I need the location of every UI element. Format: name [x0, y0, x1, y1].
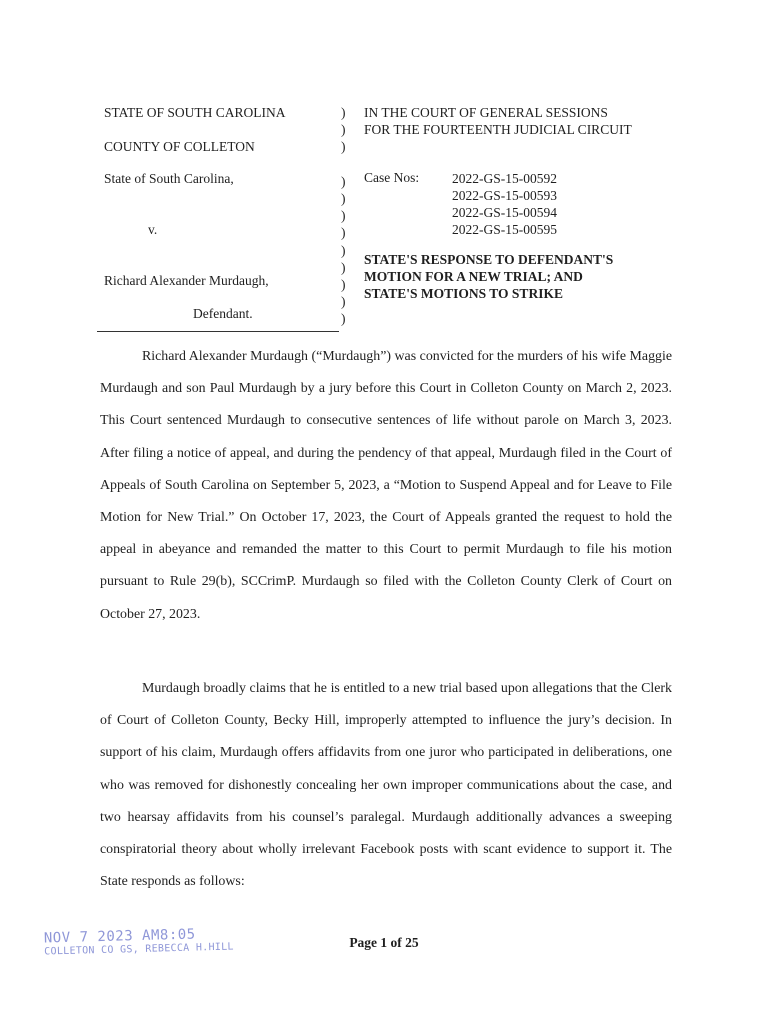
paren: ) — [341, 225, 346, 241]
case-number: 2022-GS-15-00595 — [452, 222, 557, 237]
caption-plaintiff: State of South Carolina, — [104, 171, 234, 186]
paragraph-2: Murdaugh broadly claims that he is entitled to a new trial based upon allegations that the Clerk of Court of Colleton County, Becky Hill, improperly attempted to influence the jury’s decision. In support of his claim, Murdaugh offers affidavits from one juror who participated in deliberations, one who was removed for dishonestly concealing her own improper communications about the case, and two hearsay affidavits from his counsel’s paralegal. Murdaugh additionally advances a sweeping conspiratorial theory about wholly irrelevant Facebook posts with scant evidence to support it. The State responds as follows: — [100, 681, 672, 890]
paragraph-1: Richard Alexander Murdaugh (“Murdaugh”) was convicted for the murders of his wife Maggie Murdaugh and son Paul Murdaugh by a jury before this Court in Colleton County on March 2, 2023. This Court sentenced Murdaugh to consecutive sentences of life without parole on March 3, 2023. After filing a notice of appeal, and during the pendency of that appeal, Murdaugh filed in the Court of Appeals of South Carolina on September 5, 2023, a “Motion to Suspend Appeal and for Leave to File Motion for New Trial.” On October 17, 2023, the Court of Appeals granted the request to hold the appeal in abeyance and remanded the matter to this Court to permit Murdaugh to file his motion pursuant to Rule 29(b), SCCrimP. Murdaugh so filed with the Colleton County Clerk of Court on October 27, 2023. — [100, 349, 672, 622]
caption-defendant-label: Defendant. — [193, 306, 253, 321]
case-number: 2022-GS-15-00592 — [452, 171, 557, 186]
paren: ) — [341, 105, 346, 120]
caption-county: COUNTY OF COLLETON — [104, 139, 255, 154]
caption-paren-column — [341, 104, 346, 327]
body-text — [100, 341, 672, 631]
stamp-clerk: COLLETON CO GS, REBECCA H.HILL — [44, 941, 234, 958]
paren: ) — [341, 242, 346, 258]
paren: ) — [341, 139, 346, 155]
stamp-date: NOV 7 2023 AM8:05 — [43, 926, 196, 947]
caption-versus: v. — [148, 222, 158, 237]
paren: ) — [341, 259, 346, 275]
case-number: 2022-GS-15-00593 — [452, 188, 557, 203]
paren: ) — [341, 294, 346, 310]
caption-defendant-name: Richard Alexander Murdaugh, — [104, 273, 269, 288]
document-title-line-1: STATE'S RESPONSE TO DEFENDANT'S — [364, 252, 614, 267]
paren: ) — [341, 122, 346, 138]
body-text-2 — [100, 673, 672, 898]
paren: ) — [341, 173, 346, 189]
paren: ) — [341, 190, 346, 206]
document-title-line-3: STATE'S MOTIONS TO STRIKE — [364, 286, 563, 301]
court-line-2: FOR THE FOURTEENTH JUDICIAL CIRCUIT — [364, 122, 632, 137]
caption-state: STATE OF SOUTH CAROLINA — [104, 105, 286, 120]
court-line-1: IN THE COURT OF GENERAL SESSIONS — [364, 105, 608, 120]
paren: ) — [341, 311, 346, 327]
paren — [341, 156, 346, 173]
case-number: 2022-GS-15-00594 — [452, 205, 557, 220]
case-label: Case Nos: — [364, 170, 420, 185]
paren: ) — [341, 276, 346, 292]
caption-underline — [97, 331, 339, 332]
document-title-line-2: MOTION FOR A NEW TRIAL; AND — [364, 269, 583, 284]
page-number: Page 1 of 25 — [349, 935, 419, 950]
paren: ) — [341, 208, 346, 224]
case-numbers — [452, 170, 557, 238]
